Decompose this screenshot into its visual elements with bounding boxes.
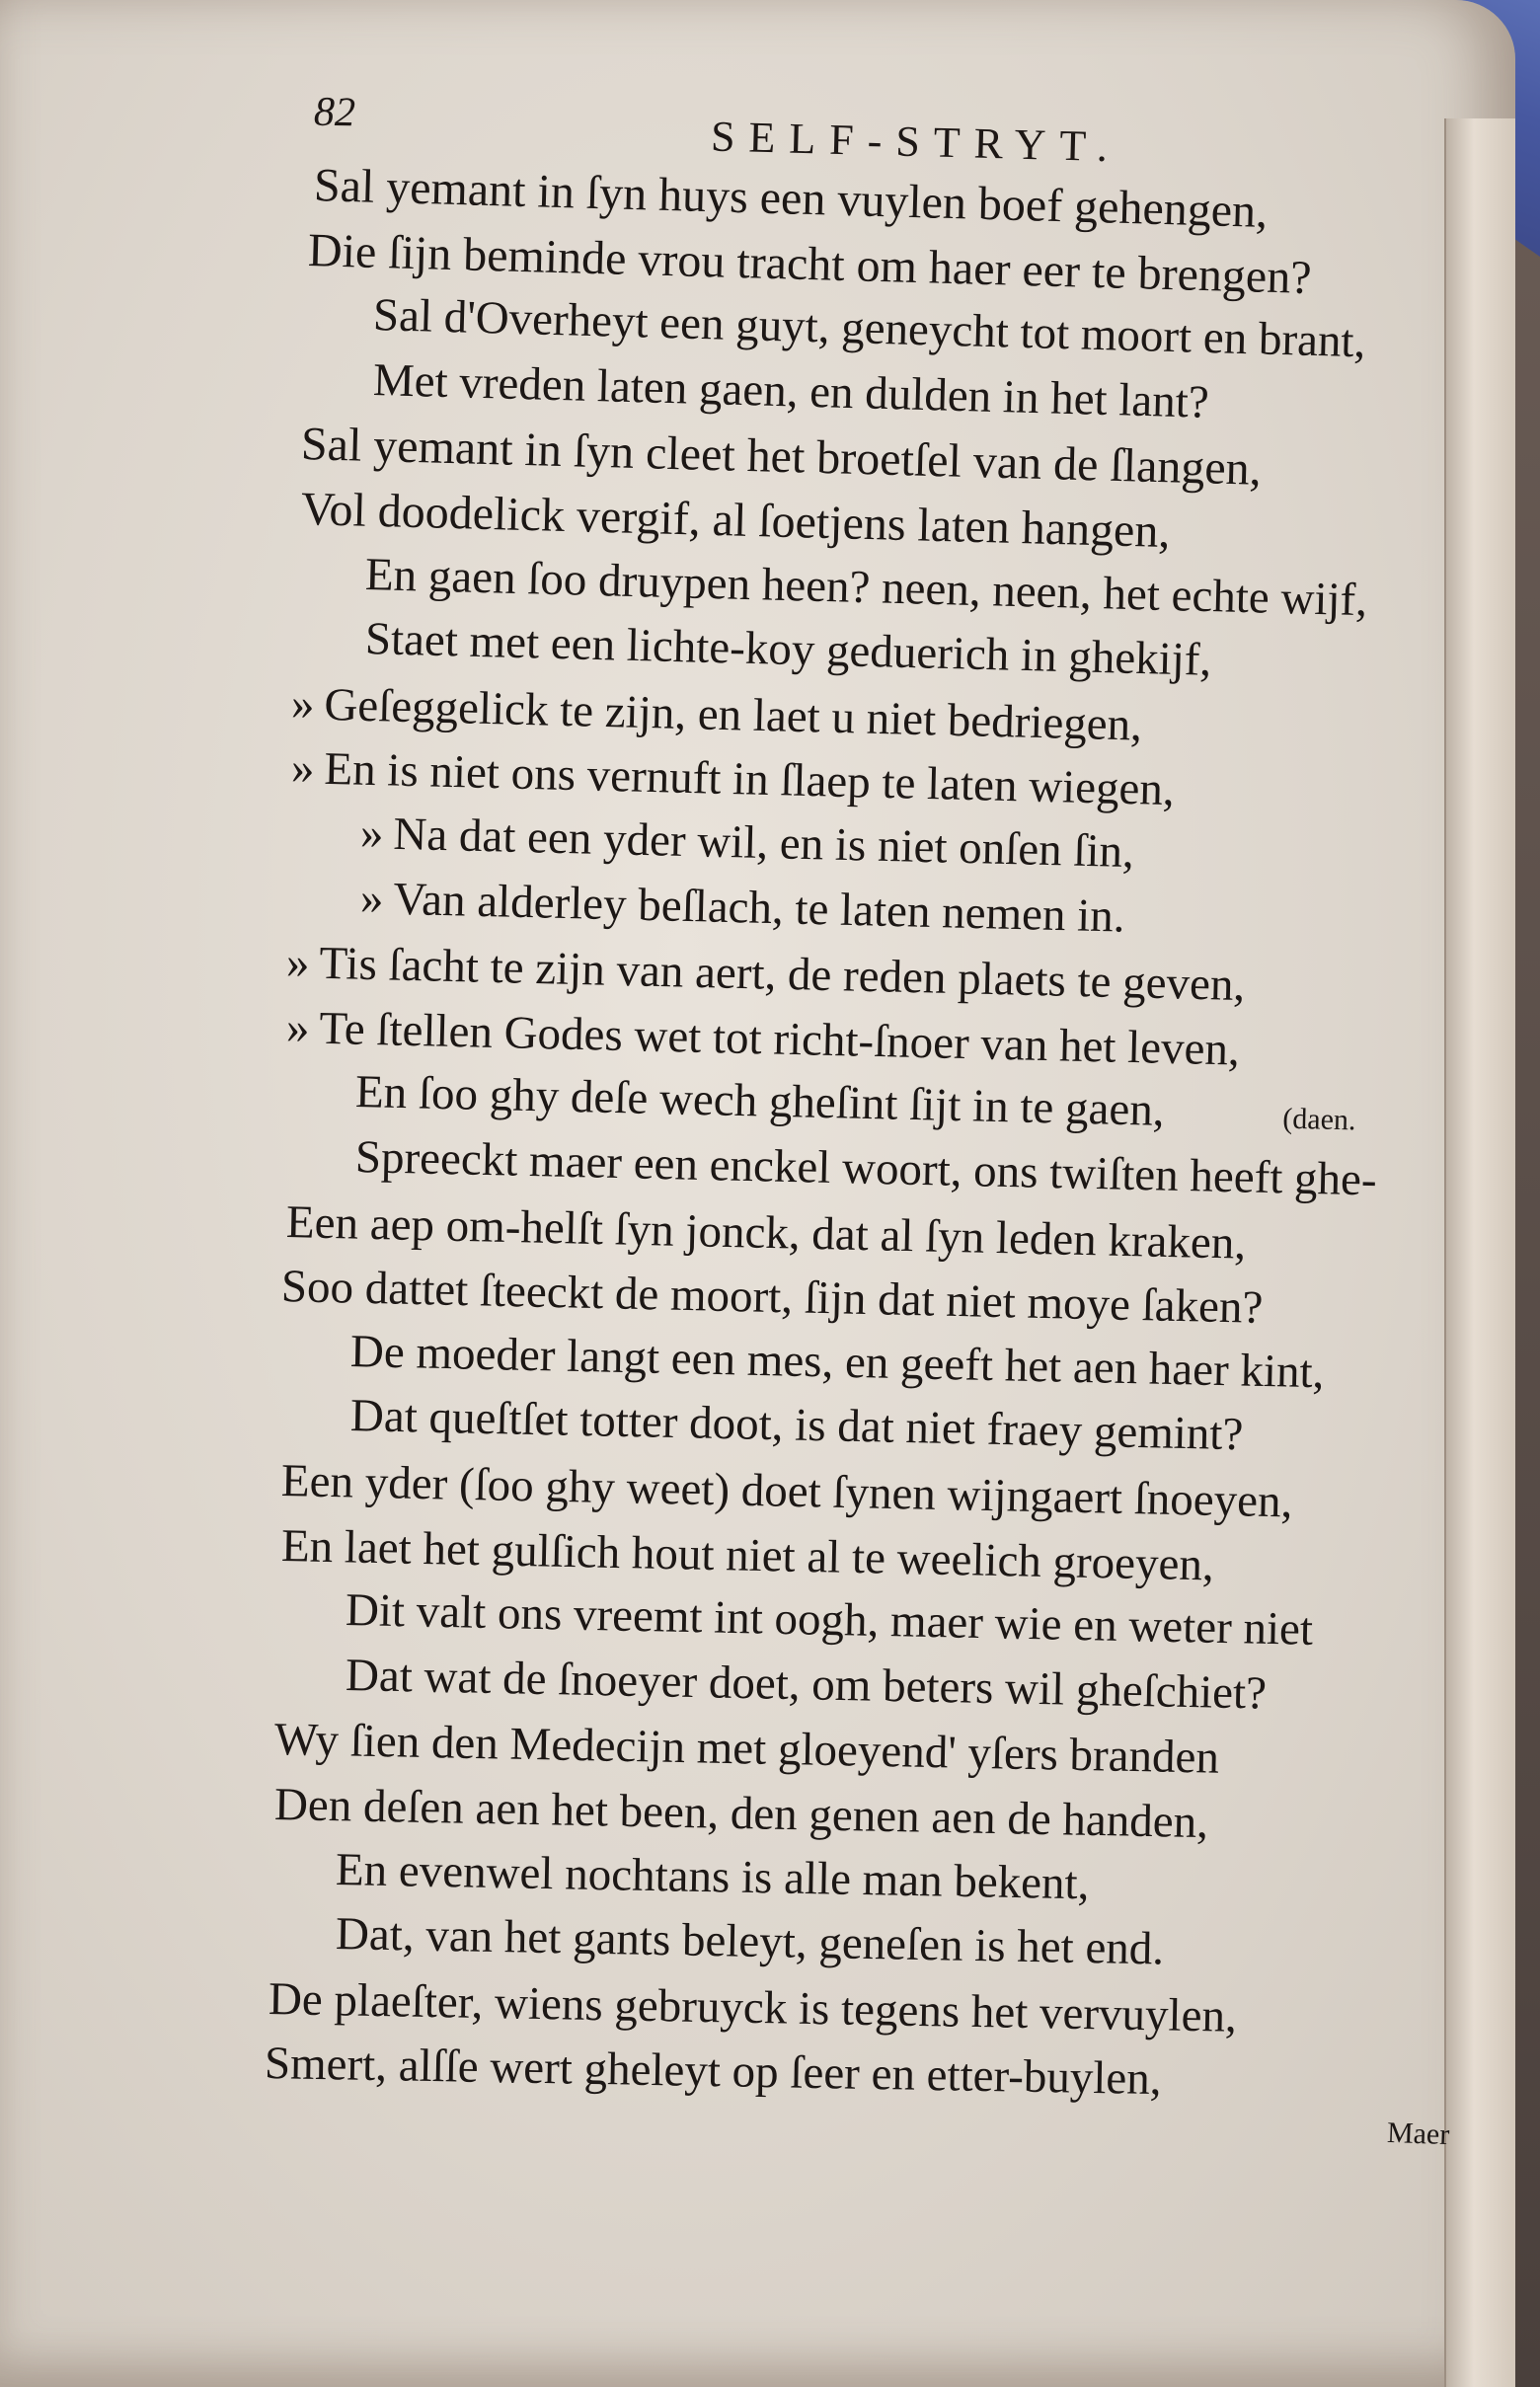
verse-text: Vol doodelick vergif, al ſoetjens laten hangen, [300, 483, 1172, 559]
verse-text: Dat, van het gants beleyt, geneſen is het end. [335, 1908, 1165, 1975]
verse-line [273, 1777, 1208, 1850]
verse-text: Een aep om-helſt ſyn jonck, dat al ſyn leden kraken, [285, 1195, 1247, 1270]
verse-text: Den deſen aen het been, den genen aen de handen, [273, 1779, 1209, 1849]
verse-line [364, 611, 1212, 688]
verse-line [349, 1324, 1325, 1400]
verse-text: Sal yemant in ſyn huys een vuylen boef gehengen, [313, 159, 1269, 238]
verse-line [290, 676, 1142, 753]
quote-mark: » [285, 937, 311, 989]
verse-line [335, 1842, 1089, 1911]
quote-mark: » [290, 742, 316, 795]
verse-text: Na dat een yder wil, en is niet onſen ſin, [392, 808, 1135, 879]
verse-line [268, 1971, 1237, 2044]
verse-text: En is niet ons vernuft in ſlaep te laten wiegen, [323, 743, 1176, 816]
verse-line [280, 1259, 1264, 1336]
verse-text: Sal yemant in ſyn cleet het broetſel van de ſlangen, [300, 418, 1263, 497]
verse-line [285, 1194, 1246, 1271]
quote-mark: » [359, 808, 385, 860]
verse-line [349, 1388, 1243, 1462]
verse-line [285, 935, 1245, 1013]
running-title: SELF-STRYT. [710, 112, 1122, 172]
verse-text: Tis ſacht te zijn van aert, de reden plaets te geven, [318, 937, 1246, 1012]
quote-mark: » [290, 677, 316, 731]
verse-text: En ſoo ghy deſe wech gheſint ſijt in te gaen, [354, 1066, 1166, 1137]
catchword: Maer [1386, 2116, 1450, 2152]
verse-line [280, 1453, 1292, 1529]
verse-text: Te ſtellen Godes wet tot richt-ſnoer van het leven, [318, 1002, 1241, 1076]
verse-text: Spreeckt maer een enckel woort, ons twiſten heeft ghe- [354, 1131, 1378, 1206]
verse-text: En gaen ſoo druypen heen? neen, neen, het echte wijf, [364, 548, 1368, 626]
verse-line [345, 1582, 1313, 1657]
verse-line [273, 1712, 1219, 1786]
verse-line [345, 1648, 1267, 1722]
verse-line [335, 1906, 1164, 1977]
poem-body [0, 148, 1515, 2172]
verse-text: Met vreden laten gaen, en dulden in het lant? [372, 353, 1210, 428]
verse-text: Die ſijn beminde vrou tracht om haer eer te brengen? [307, 223, 1313, 304]
verse-text: En laet het gulſich hout niet al te weelich groeyen, [280, 1519, 1215, 1591]
verse-line [359, 806, 1134, 880]
verse-text: De plaeſter, wiens gebruyck is tegens het vervuylen, [268, 1972, 1238, 2042]
verse-text: Staet met een lichte-koy geduerich in ghekijf, [364, 613, 1212, 687]
verse-text: Sal d'Overheyt een guyt, geneycht tot moort en brant, [372, 289, 1366, 368]
verse-text: Smert, alſſe wert gheleyt op ſeer en etter-buylen, [264, 2038, 1163, 2106]
verse-text: Een yder (ſoo ghy weet) doet ſynen wijngaert ſnoeyen, [280, 1455, 1293, 1528]
page-number: 82 [313, 89, 356, 136]
verse-text: Geſeggelick te zijn, en laet u niet bedriegen, [323, 678, 1143, 751]
verse-text: Dit valt ons vreemt int oogh, maer wie en weter niet [345, 1584, 1314, 1656]
verse-line [280, 1518, 1214, 1592]
verse-line [372, 352, 1209, 430]
quote-mark: » [359, 872, 385, 925]
verse-text: Wy ſien den Medecijn met gloeyend' yſers branden [273, 1714, 1220, 1785]
side-note: (daen. [1282, 1103, 1356, 1137]
verse-text: Soo dattet ſteeckt de moort, ſijn dat niet moye ſaken? [280, 1261, 1264, 1335]
verse-text: Van alderley beſlach, te laten nemen in. [392, 873, 1126, 943]
verse-line [359, 871, 1125, 945]
verse-text: En evenwel nochtans is alle man bekent, [335, 1843, 1090, 1909]
verse-line [265, 2036, 1163, 2107]
verse-text: Dat wat de ſnoeyer doet, om beters wil gheſchiet? [345, 1649, 1268, 1720]
verse-text: Dat queſtſet totter doot, is dat niet fraey gemint? [349, 1390, 1244, 1461]
verse-text: De moeder langt een mes, en geeft het aen haer kint, [349, 1325, 1325, 1399]
quote-mark: » [285, 1001, 311, 1054]
